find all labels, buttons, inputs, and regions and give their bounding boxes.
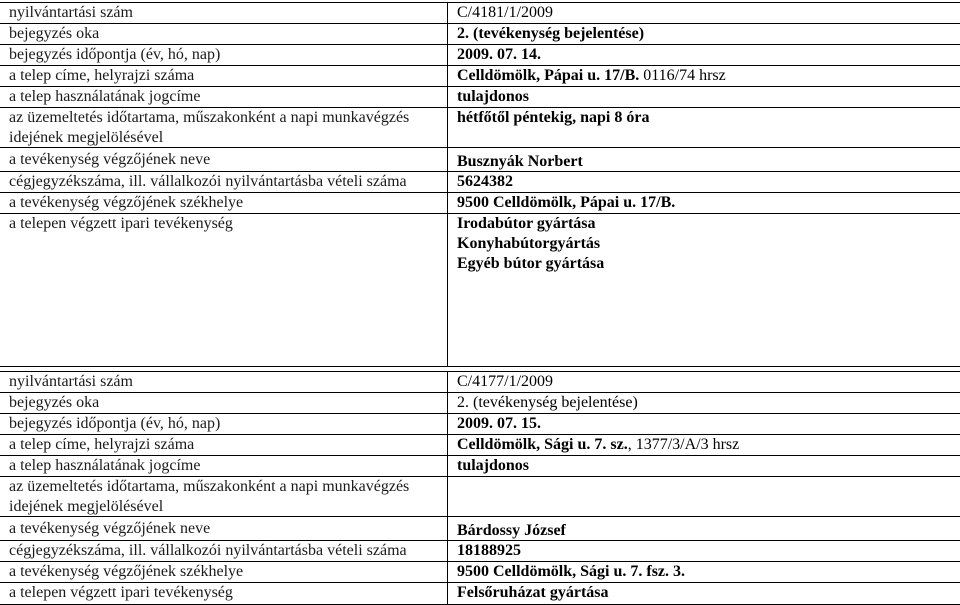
row-seat — [0, 562, 960, 583]
row-hours — [0, 108, 960, 148]
label-hours-line-2: idejének megjelölésével — [9, 129, 164, 146]
row-reg-number — [0, 3, 960, 24]
value-company-no: 5624382 — [457, 173, 513, 190]
row-usage — [0, 87, 960, 108]
registry-record-1 — [0, 2, 960, 367]
row-reason — [0, 393, 960, 414]
row-seat — [0, 193, 960, 214]
label-usage: a telep használatának jogcíme — [0, 456, 448, 476]
label-hours-line-2: idejének megjelölésével — [9, 498, 164, 515]
activity-item: Felsőruházat gyártása — [457, 584, 609, 601]
row-date — [0, 45, 960, 66]
value-seat: 9500 Celldömölk, Pápai u. 17/B. — [457, 194, 676, 211]
label-operator: a tevékenység végzőjének neve — [0, 517, 448, 540]
row-address — [0, 66, 960, 87]
value-seat: 9500 Celldömölk, Sági u. 7. fsz. 3. — [457, 563, 686, 580]
label-reason: bejegyzés oka — [0, 393, 448, 413]
label-usage: a telep használatának jogcíme — [0, 87, 448, 107]
activity-item: Egyéb bútor gyártása — [457, 255, 605, 272]
label-seat: a tevékenység végzőjének székhelye — [0, 562, 448, 582]
label-address: a telep címe, helyrajzi száma — [0, 66, 448, 86]
row-operator — [0, 517, 960, 541]
activity-item: Irodabútor gyártása — [457, 215, 596, 232]
label-reg-number: nyilvántartási szám — [0, 372, 448, 392]
value-usage: tulajdonos — [457, 457, 530, 474]
value-address — [448, 66, 960, 86]
row-activity — [0, 583, 960, 605]
value-date: 2009. 07. 15. — [457, 415, 541, 432]
value-date: 2009. 07. 14. — [457, 46, 541, 63]
label-address: a telep címe, helyrajzi száma — [0, 435, 448, 455]
value-address — [448, 435, 960, 455]
label-reason: bejegyzés oka — [0, 24, 448, 44]
label-date: bejegyzés időpontja (év, hó, nap) — [0, 45, 448, 65]
row-company-no — [0, 172, 960, 193]
value-hours — [448, 477, 960, 516]
registry-record-2 — [0, 371, 960, 605]
row-address — [0, 435, 960, 456]
value-hours: hétfőtől péntekig, napi 8 óra — [457, 109, 650, 126]
label-company-no: cégjegyzékszáma, ill. vállalkozói nyilvántartásba vételi száma — [0, 541, 448, 561]
value-company-no: 18188925 — [457, 542, 521, 559]
value-reason: 2. (tevékenység bejelentése) — [457, 25, 645, 42]
row-reason — [0, 24, 960, 45]
value-address-lot: 0116/74 hrsz — [639, 67, 726, 84]
label-hours-line-1: az üzemeltetés időtartama, műszakonként a napi munkavégzés — [9, 109, 410, 126]
value-address-main: Celldömölk, Pápai u. 17/B. — [457, 67, 640, 84]
label-hours — [0, 108, 448, 147]
value-reg-number: C/4181/1/2009 — [457, 4, 554, 21]
row-company-no — [0, 541, 960, 562]
value-address-main: Celldömölk, Sági u. 7. sz. — [457, 436, 628, 453]
row-operator — [0, 148, 960, 172]
label-activity: a telepen végzett ipari tevékenység — [0, 583, 448, 604]
value-reg-number: C/4177/1/2009 — [457, 373, 554, 390]
label-operator: a tevékenység végzőjének neve — [0, 148, 448, 171]
row-date — [0, 414, 960, 435]
label-company-no: cégjegyzékszáma, ill. vállalkozói nyilvántartásba vételi száma — [0, 172, 448, 192]
value-reason: 2. (tevékenység bejelentése) — [457, 394, 638, 411]
label-hours — [0, 477, 448, 516]
value-operator: Busznyák Norbert — [457, 153, 583, 170]
row-usage — [0, 456, 960, 477]
label-activity: a telepen végzett ipari tevékenység — [0, 214, 448, 366]
value-operator: Bárdossy József — [457, 522, 566, 539]
row-hours — [0, 477, 960, 517]
value-activity-list — [448, 583, 960, 604]
value-activity-list — [448, 214, 960, 366]
activity-item: Konyhabútorgyártás — [457, 235, 601, 252]
row-activity — [0, 214, 960, 367]
label-date: bejegyzés időpontja (év, hó, nap) — [0, 414, 448, 434]
label-seat: a tevékenység végzőjének székhelye — [0, 193, 448, 213]
label-hours-line-1: az üzemeltetés időtartama, műszakonként a napi munkavégzés — [9, 478, 410, 495]
value-usage: tulajdonos — [457, 88, 530, 105]
value-address-lot: , 1377/3/A/3 hrsz — [627, 436, 740, 453]
row-reg-number — [0, 372, 960, 393]
label-reg-number: nyilvántartási szám — [0, 3, 448, 23]
